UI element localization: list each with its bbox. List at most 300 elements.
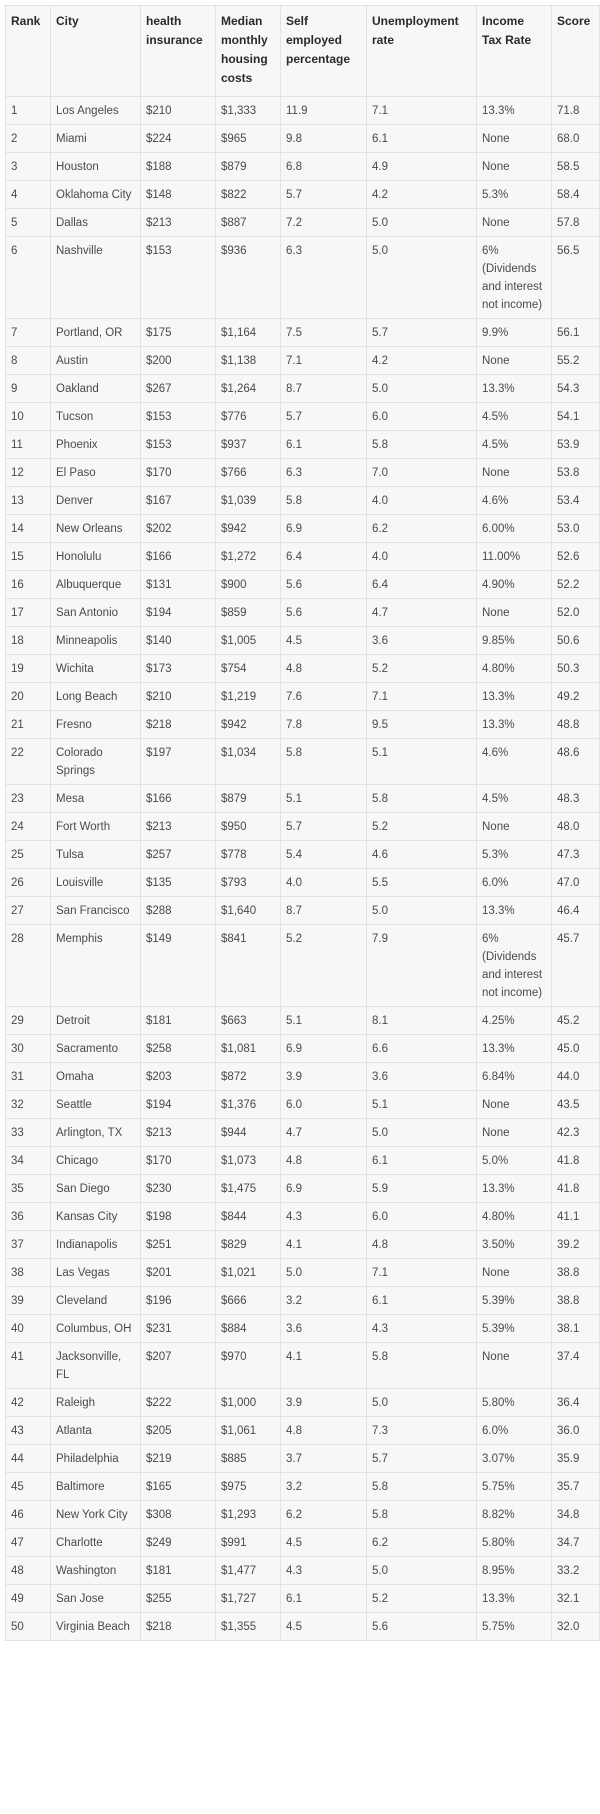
housing-costs-cell: $900 <box>216 571 281 599</box>
score-cell: 50.3 <box>552 655 600 683</box>
income-tax-cell: None <box>477 813 552 841</box>
score-cell: 58.5 <box>552 153 600 181</box>
table-row <box>6 181 600 209</box>
score-cell: 32.0 <box>552 1613 600 1641</box>
unemployment-cell: 4.6 <box>367 841 477 869</box>
health-insurance-cell: $149 <box>141 925 216 1007</box>
city-cell: Sacramento <box>51 1035 141 1063</box>
unemployment-cell: 7.1 <box>367 683 477 711</box>
score-cell: 45.2 <box>552 1007 600 1035</box>
housing-costs-cell: $1,475 <box>216 1175 281 1203</box>
unemployment-cell: 5.7 <box>367 1445 477 1473</box>
city-cell: Indianapolis <box>51 1231 141 1259</box>
city-cell: Phoenix <box>51 431 141 459</box>
rank-cell: 40 <box>6 1315 51 1343</box>
header-score: Score <box>552 6 600 97</box>
table-row <box>6 739 600 785</box>
self-employed-cell: 6.3 <box>281 459 367 487</box>
city-cell: Columbus, OH <box>51 1315 141 1343</box>
housing-costs-cell: $841 <box>216 925 281 1007</box>
city-cell: Denver <box>51 487 141 515</box>
unemployment-cell: 6.0 <box>367 1203 477 1231</box>
score-cell: 53.8 <box>552 459 600 487</box>
rank-cell: 36 <box>6 1203 51 1231</box>
unemployment-cell: 4.7 <box>367 599 477 627</box>
header-row <box>6 6 600 97</box>
city-cell: Detroit <box>51 1007 141 1035</box>
housing-costs-cell: $937 <box>216 431 281 459</box>
table-row <box>6 1231 600 1259</box>
table-row <box>6 925 600 1007</box>
income-tax-cell: 4.80% <box>477 655 552 683</box>
housing-costs-cell: $776 <box>216 403 281 431</box>
score-cell: 57.8 <box>552 209 600 237</box>
rank-cell: 20 <box>6 683 51 711</box>
health-insurance-cell: $218 <box>141 1613 216 1641</box>
score-cell: 35.7 <box>552 1473 600 1501</box>
city-cell: Long Beach <box>51 683 141 711</box>
housing-costs-cell: $944 <box>216 1119 281 1147</box>
rank-cell: 4 <box>6 181 51 209</box>
score-cell: 47.0 <box>552 869 600 897</box>
housing-costs-cell: $1,293 <box>216 1501 281 1529</box>
city-cell: Arlington, TX <box>51 1119 141 1147</box>
rank-cell: 19 <box>6 655 51 683</box>
city-cell: Kansas City <box>51 1203 141 1231</box>
health-insurance-cell: $207 <box>141 1343 216 1389</box>
table-row <box>6 841 600 869</box>
rank-cell: 48 <box>6 1557 51 1585</box>
table-row <box>6 347 600 375</box>
health-insurance-cell: $181 <box>141 1007 216 1035</box>
rank-cell: 38 <box>6 1259 51 1287</box>
table-row <box>6 627 600 655</box>
unemployment-cell: 5.8 <box>367 1343 477 1389</box>
rank-cell: 17 <box>6 599 51 627</box>
table-row <box>6 1557 600 1585</box>
housing-costs-cell: $1,640 <box>216 897 281 925</box>
self-employed-cell: 4.8 <box>281 655 367 683</box>
table-row <box>6 1343 600 1389</box>
table-row <box>6 487 600 515</box>
health-insurance-cell: $213 <box>141 813 216 841</box>
income-tax-cell: 4.80% <box>477 1203 552 1231</box>
unemployment-cell: 6.6 <box>367 1035 477 1063</box>
city-cell: Chicago <box>51 1147 141 1175</box>
rank-cell: 12 <box>6 459 51 487</box>
table-row <box>6 1287 600 1315</box>
housing-costs-cell: $859 <box>216 599 281 627</box>
score-cell: 33.2 <box>552 1557 600 1585</box>
city-cell: Seattle <box>51 1091 141 1119</box>
score-cell: 48.8 <box>552 711 600 739</box>
self-employed-cell: 6.4 <box>281 543 367 571</box>
rank-cell: 27 <box>6 897 51 925</box>
housing-costs-cell: $1,477 <box>216 1557 281 1585</box>
rank-cell: 22 <box>6 739 51 785</box>
score-cell: 45.0 <box>552 1035 600 1063</box>
self-employed-cell: 6.3 <box>281 237 367 319</box>
housing-costs-cell: $844 <box>216 1203 281 1231</box>
self-employed-cell: 5.2 <box>281 925 367 1007</box>
health-insurance-cell: $213 <box>141 1119 216 1147</box>
housing-costs-cell: $766 <box>216 459 281 487</box>
housing-costs-cell: $872 <box>216 1063 281 1091</box>
income-tax-cell: 13.3% <box>477 897 552 925</box>
table-row <box>6 1417 600 1445</box>
self-employed-cell: 5.8 <box>281 739 367 785</box>
income-tax-cell: 6.84% <box>477 1063 552 1091</box>
income-tax-cell: 4.90% <box>477 571 552 599</box>
health-insurance-cell: $153 <box>141 403 216 431</box>
health-insurance-cell: $255 <box>141 1585 216 1613</box>
income-tax-cell: 8.82% <box>477 1501 552 1529</box>
self-employed-cell: 5.0 <box>281 1259 367 1287</box>
score-cell: 38.8 <box>552 1287 600 1315</box>
score-cell: 48.3 <box>552 785 600 813</box>
score-cell: 46.4 <box>552 897 600 925</box>
income-tax-cell: None <box>477 125 552 153</box>
self-employed-cell: 7.5 <box>281 319 367 347</box>
table-row <box>6 785 600 813</box>
rank-cell: 29 <box>6 1007 51 1035</box>
rank-cell: 25 <box>6 841 51 869</box>
self-employed-cell: 5.6 <box>281 571 367 599</box>
unemployment-cell: 5.2 <box>367 813 477 841</box>
self-employed-cell: 7.8 <box>281 711 367 739</box>
table-row <box>6 683 600 711</box>
table-row <box>6 1613 600 1641</box>
housing-costs-cell: $879 <box>216 785 281 813</box>
health-insurance-cell: $210 <box>141 683 216 711</box>
city-cell: Memphis <box>51 925 141 1007</box>
housing-costs-cell: $942 <box>216 515 281 543</box>
city-cell: San Jose <box>51 1585 141 1613</box>
city-cell: New Orleans <box>51 515 141 543</box>
city-cell: Baltimore <box>51 1473 141 1501</box>
housing-costs-cell: $975 <box>216 1473 281 1501</box>
unemployment-cell: 4.3 <box>367 1315 477 1343</box>
city-cell: Colorado Springs <box>51 739 141 785</box>
unemployment-cell: 4.9 <box>367 153 477 181</box>
self-employed-cell: 4.1 <box>281 1343 367 1389</box>
score-cell: 58.4 <box>552 181 600 209</box>
rank-cell: 14 <box>6 515 51 543</box>
income-tax-cell: 5.3% <box>477 841 552 869</box>
rank-cell: 34 <box>6 1147 51 1175</box>
unemployment-cell: 6.4 <box>367 571 477 599</box>
self-employed-cell: 5.1 <box>281 785 367 813</box>
city-cell: Austin <box>51 347 141 375</box>
unemployment-cell: 3.6 <box>367 627 477 655</box>
table-row <box>6 431 600 459</box>
unemployment-cell: 4.2 <box>367 181 477 209</box>
city-cell: San Diego <box>51 1175 141 1203</box>
score-cell: 68.0 <box>552 125 600 153</box>
income-tax-cell: 4.6% <box>477 487 552 515</box>
rank-cell: 49 <box>6 1585 51 1613</box>
rank-cell: 10 <box>6 403 51 431</box>
score-cell: 43.5 <box>552 1091 600 1119</box>
income-tax-cell: 13.3% <box>477 1175 552 1203</box>
city-cell: Honolulu <box>51 543 141 571</box>
health-insurance-cell: $197 <box>141 739 216 785</box>
table-row <box>6 1035 600 1063</box>
self-employed-cell: 4.0 <box>281 869 367 897</box>
housing-costs-cell: $936 <box>216 237 281 319</box>
table-row <box>6 209 600 237</box>
health-insurance-cell: $181 <box>141 1557 216 1585</box>
self-employed-cell: 6.9 <box>281 515 367 543</box>
income-tax-cell: 6% (Dividends and interest not income) <box>477 925 552 1007</box>
score-cell: 38.1 <box>552 1315 600 1343</box>
income-tax-cell: 3.07% <box>477 1445 552 1473</box>
table-row <box>6 153 600 181</box>
rank-cell: 28 <box>6 925 51 1007</box>
rank-cell: 9 <box>6 375 51 403</box>
housing-costs-cell: $1,264 <box>216 375 281 403</box>
unemployment-cell: 5.0 <box>367 897 477 925</box>
city-cell: Minneapolis <box>51 627 141 655</box>
self-employed-cell: 5.7 <box>281 181 367 209</box>
health-insurance-cell: $200 <box>141 347 216 375</box>
unemployment-cell: 5.0 <box>367 237 477 319</box>
income-tax-cell: 13.3% <box>477 711 552 739</box>
income-tax-cell: 5.75% <box>477 1473 552 1501</box>
score-cell: 49.2 <box>552 683 600 711</box>
income-tax-cell: 5.75% <box>477 1613 552 1641</box>
city-cell: Virginia Beach <box>51 1613 141 1641</box>
housing-costs-cell: $666 <box>216 1287 281 1315</box>
rank-cell: 13 <box>6 487 51 515</box>
housing-costs-cell: $970 <box>216 1343 281 1389</box>
rank-cell: 5 <box>6 209 51 237</box>
rank-cell: 18 <box>6 627 51 655</box>
unemployment-cell: 5.6 <box>367 1613 477 1641</box>
health-insurance-cell: $140 <box>141 627 216 655</box>
rank-cell: 35 <box>6 1175 51 1203</box>
income-tax-cell: 6% (Dividends and interest not income) <box>477 237 552 319</box>
table-row <box>6 1473 600 1501</box>
city-cell: Wichita <box>51 655 141 683</box>
self-employed-cell: 5.7 <box>281 403 367 431</box>
city-cell: Jacksonville, FL <box>51 1343 141 1389</box>
table-row <box>6 1315 600 1343</box>
unemployment-cell: 7.1 <box>367 97 477 125</box>
rank-cell: 44 <box>6 1445 51 1473</box>
unemployment-cell: 5.2 <box>367 655 477 683</box>
income-tax-cell: 5.80% <box>477 1389 552 1417</box>
housing-costs-cell: $887 <box>216 209 281 237</box>
unemployment-cell: 6.2 <box>367 1529 477 1557</box>
income-tax-cell: 9.85% <box>477 627 552 655</box>
income-tax-cell: None <box>477 347 552 375</box>
housing-costs-cell: $1,034 <box>216 739 281 785</box>
city-cell: San Antonio <box>51 599 141 627</box>
unemployment-cell: 7.3 <box>367 1417 477 1445</box>
self-employed-cell: 6.2 <box>281 1501 367 1529</box>
unemployment-cell: 9.5 <box>367 711 477 739</box>
self-employed-cell: 7.1 <box>281 347 367 375</box>
health-insurance-cell: $202 <box>141 515 216 543</box>
score-cell: 45.7 <box>552 925 600 1007</box>
rank-cell: 50 <box>6 1613 51 1641</box>
table-row <box>6 869 600 897</box>
income-tax-cell: 5.39% <box>477 1315 552 1343</box>
health-insurance-cell: $166 <box>141 785 216 813</box>
health-insurance-cell: $131 <box>141 571 216 599</box>
table-row <box>6 1445 600 1473</box>
health-insurance-cell: $165 <box>141 1473 216 1501</box>
table-row <box>6 1147 600 1175</box>
rank-cell: 15 <box>6 543 51 571</box>
rank-cell: 37 <box>6 1231 51 1259</box>
self-employed-cell: 4.8 <box>281 1147 367 1175</box>
self-employed-cell: 6.1 <box>281 431 367 459</box>
self-employed-cell: 8.7 <box>281 375 367 403</box>
housing-costs-cell: $822 <box>216 181 281 209</box>
health-insurance-cell: $218 <box>141 711 216 739</box>
income-tax-cell: 4.5% <box>477 431 552 459</box>
city-cell: Cleveland <box>51 1287 141 1315</box>
score-cell: 52.0 <box>552 599 600 627</box>
score-cell: 36.4 <box>552 1389 600 1417</box>
unemployment-cell: 5.0 <box>367 1389 477 1417</box>
score-cell: 34.7 <box>552 1529 600 1557</box>
city-cell: Dallas <box>51 209 141 237</box>
unemployment-cell: 4.2 <box>367 347 477 375</box>
city-cell: Fresno <box>51 711 141 739</box>
unemployment-cell: 5.0 <box>367 1119 477 1147</box>
city-cell: Raleigh <box>51 1389 141 1417</box>
rank-cell: 24 <box>6 813 51 841</box>
city-cell: Albuquerque <box>51 571 141 599</box>
health-insurance-cell: $288 <box>141 897 216 925</box>
rank-cell: 23 <box>6 785 51 813</box>
health-insurance-cell: $153 <box>141 431 216 459</box>
city-cell: Mesa <box>51 785 141 813</box>
rank-cell: 7 <box>6 319 51 347</box>
table-row <box>6 1203 600 1231</box>
unemployment-cell: 5.1 <box>367 1091 477 1119</box>
score-cell: 50.6 <box>552 627 600 655</box>
housing-costs-cell: $991 <box>216 1529 281 1557</box>
rank-cell: 3 <box>6 153 51 181</box>
unemployment-cell: 6.0 <box>367 403 477 431</box>
score-cell: 53.9 <box>552 431 600 459</box>
self-employed-cell: 11.9 <box>281 97 367 125</box>
table-row <box>6 655 600 683</box>
score-cell: 41.8 <box>552 1175 600 1203</box>
income-tax-cell: 3.50% <box>477 1231 552 1259</box>
table-row <box>6 375 600 403</box>
self-employed-cell: 5.4 <box>281 841 367 869</box>
rank-cell: 26 <box>6 869 51 897</box>
unemployment-cell: 5.0 <box>367 375 477 403</box>
city-cell: Philadelphia <box>51 1445 141 1473</box>
self-employed-cell: 3.7 <box>281 1445 367 1473</box>
income-tax-cell: 4.6% <box>477 739 552 785</box>
housing-costs-cell: $1,081 <box>216 1035 281 1063</box>
self-employed-cell: 4.7 <box>281 1119 367 1147</box>
score-cell: 47.3 <box>552 841 600 869</box>
header-self-employed: Self employed percentage <box>281 6 367 97</box>
self-employed-cell: 5.1 <box>281 1007 367 1035</box>
health-insurance-cell: $194 <box>141 599 216 627</box>
city-cell: Atlanta <box>51 1417 141 1445</box>
score-cell: 54.1 <box>552 403 600 431</box>
table-row <box>6 813 600 841</box>
score-cell: 42.3 <box>552 1119 600 1147</box>
score-cell: 41.1 <box>552 1203 600 1231</box>
health-insurance-cell: $258 <box>141 1035 216 1063</box>
health-insurance-cell: $196 <box>141 1287 216 1315</box>
unemployment-cell: 5.1 <box>367 739 477 785</box>
unemployment-cell: 6.1 <box>367 125 477 153</box>
city-cell: Las Vegas <box>51 1259 141 1287</box>
self-employed-cell: 4.3 <box>281 1203 367 1231</box>
score-cell: 41.8 <box>552 1147 600 1175</box>
income-tax-cell: None <box>477 153 552 181</box>
housing-costs-cell: $663 <box>216 1007 281 1035</box>
income-tax-cell: None <box>477 1091 552 1119</box>
housing-costs-cell: $1,073 <box>216 1147 281 1175</box>
income-tax-cell: 4.5% <box>477 785 552 813</box>
score-cell: 71.8 <box>552 97 600 125</box>
table-row <box>6 1007 600 1035</box>
score-cell: 53.4 <box>552 487 600 515</box>
unemployment-cell: 7.0 <box>367 459 477 487</box>
self-employed-cell: 4.3 <box>281 1557 367 1585</box>
unemployment-cell: 5.5 <box>367 869 477 897</box>
housing-costs-cell: $1,000 <box>216 1389 281 1417</box>
unemployment-cell: 6.1 <box>367 1287 477 1315</box>
housing-costs-cell: $1,138 <box>216 347 281 375</box>
self-employed-cell: 5.6 <box>281 599 367 627</box>
health-insurance-cell: $224 <box>141 125 216 153</box>
city-cell: Nashville <box>51 237 141 319</box>
income-tax-cell: 13.3% <box>477 683 552 711</box>
city-cell: Tucson <box>51 403 141 431</box>
self-employed-cell: 5.8 <box>281 487 367 515</box>
unemployment-cell: 7.1 <box>367 1259 477 1287</box>
unemployment-cell: 5.7 <box>367 319 477 347</box>
table-row <box>6 125 600 153</box>
table-row <box>6 1175 600 1203</box>
income-tax-cell: None <box>477 209 552 237</box>
table-row <box>6 319 600 347</box>
unemployment-cell: 4.0 <box>367 487 477 515</box>
income-tax-cell: 8.95% <box>477 1557 552 1585</box>
score-cell: 37.4 <box>552 1343 600 1389</box>
income-tax-cell: 13.3% <box>477 375 552 403</box>
city-cell: Tulsa <box>51 841 141 869</box>
income-tax-cell: 6.0% <box>477 869 552 897</box>
housing-costs-cell: $829 <box>216 1231 281 1259</box>
score-cell: 32.1 <box>552 1585 600 1613</box>
housing-costs-cell: $1,272 <box>216 543 281 571</box>
health-insurance-cell: $231 <box>141 1315 216 1343</box>
housing-costs-cell: $965 <box>216 125 281 153</box>
score-cell: 34.8 <box>552 1501 600 1529</box>
income-tax-cell: None <box>477 1119 552 1147</box>
city-cell: Los Angeles <box>51 97 141 125</box>
income-tax-cell: 4.25% <box>477 1007 552 1035</box>
unemployment-cell: 6.1 <box>367 1147 477 1175</box>
table-row <box>6 515 600 543</box>
housing-costs-cell: $942 <box>216 711 281 739</box>
rank-cell: 46 <box>6 1501 51 1529</box>
